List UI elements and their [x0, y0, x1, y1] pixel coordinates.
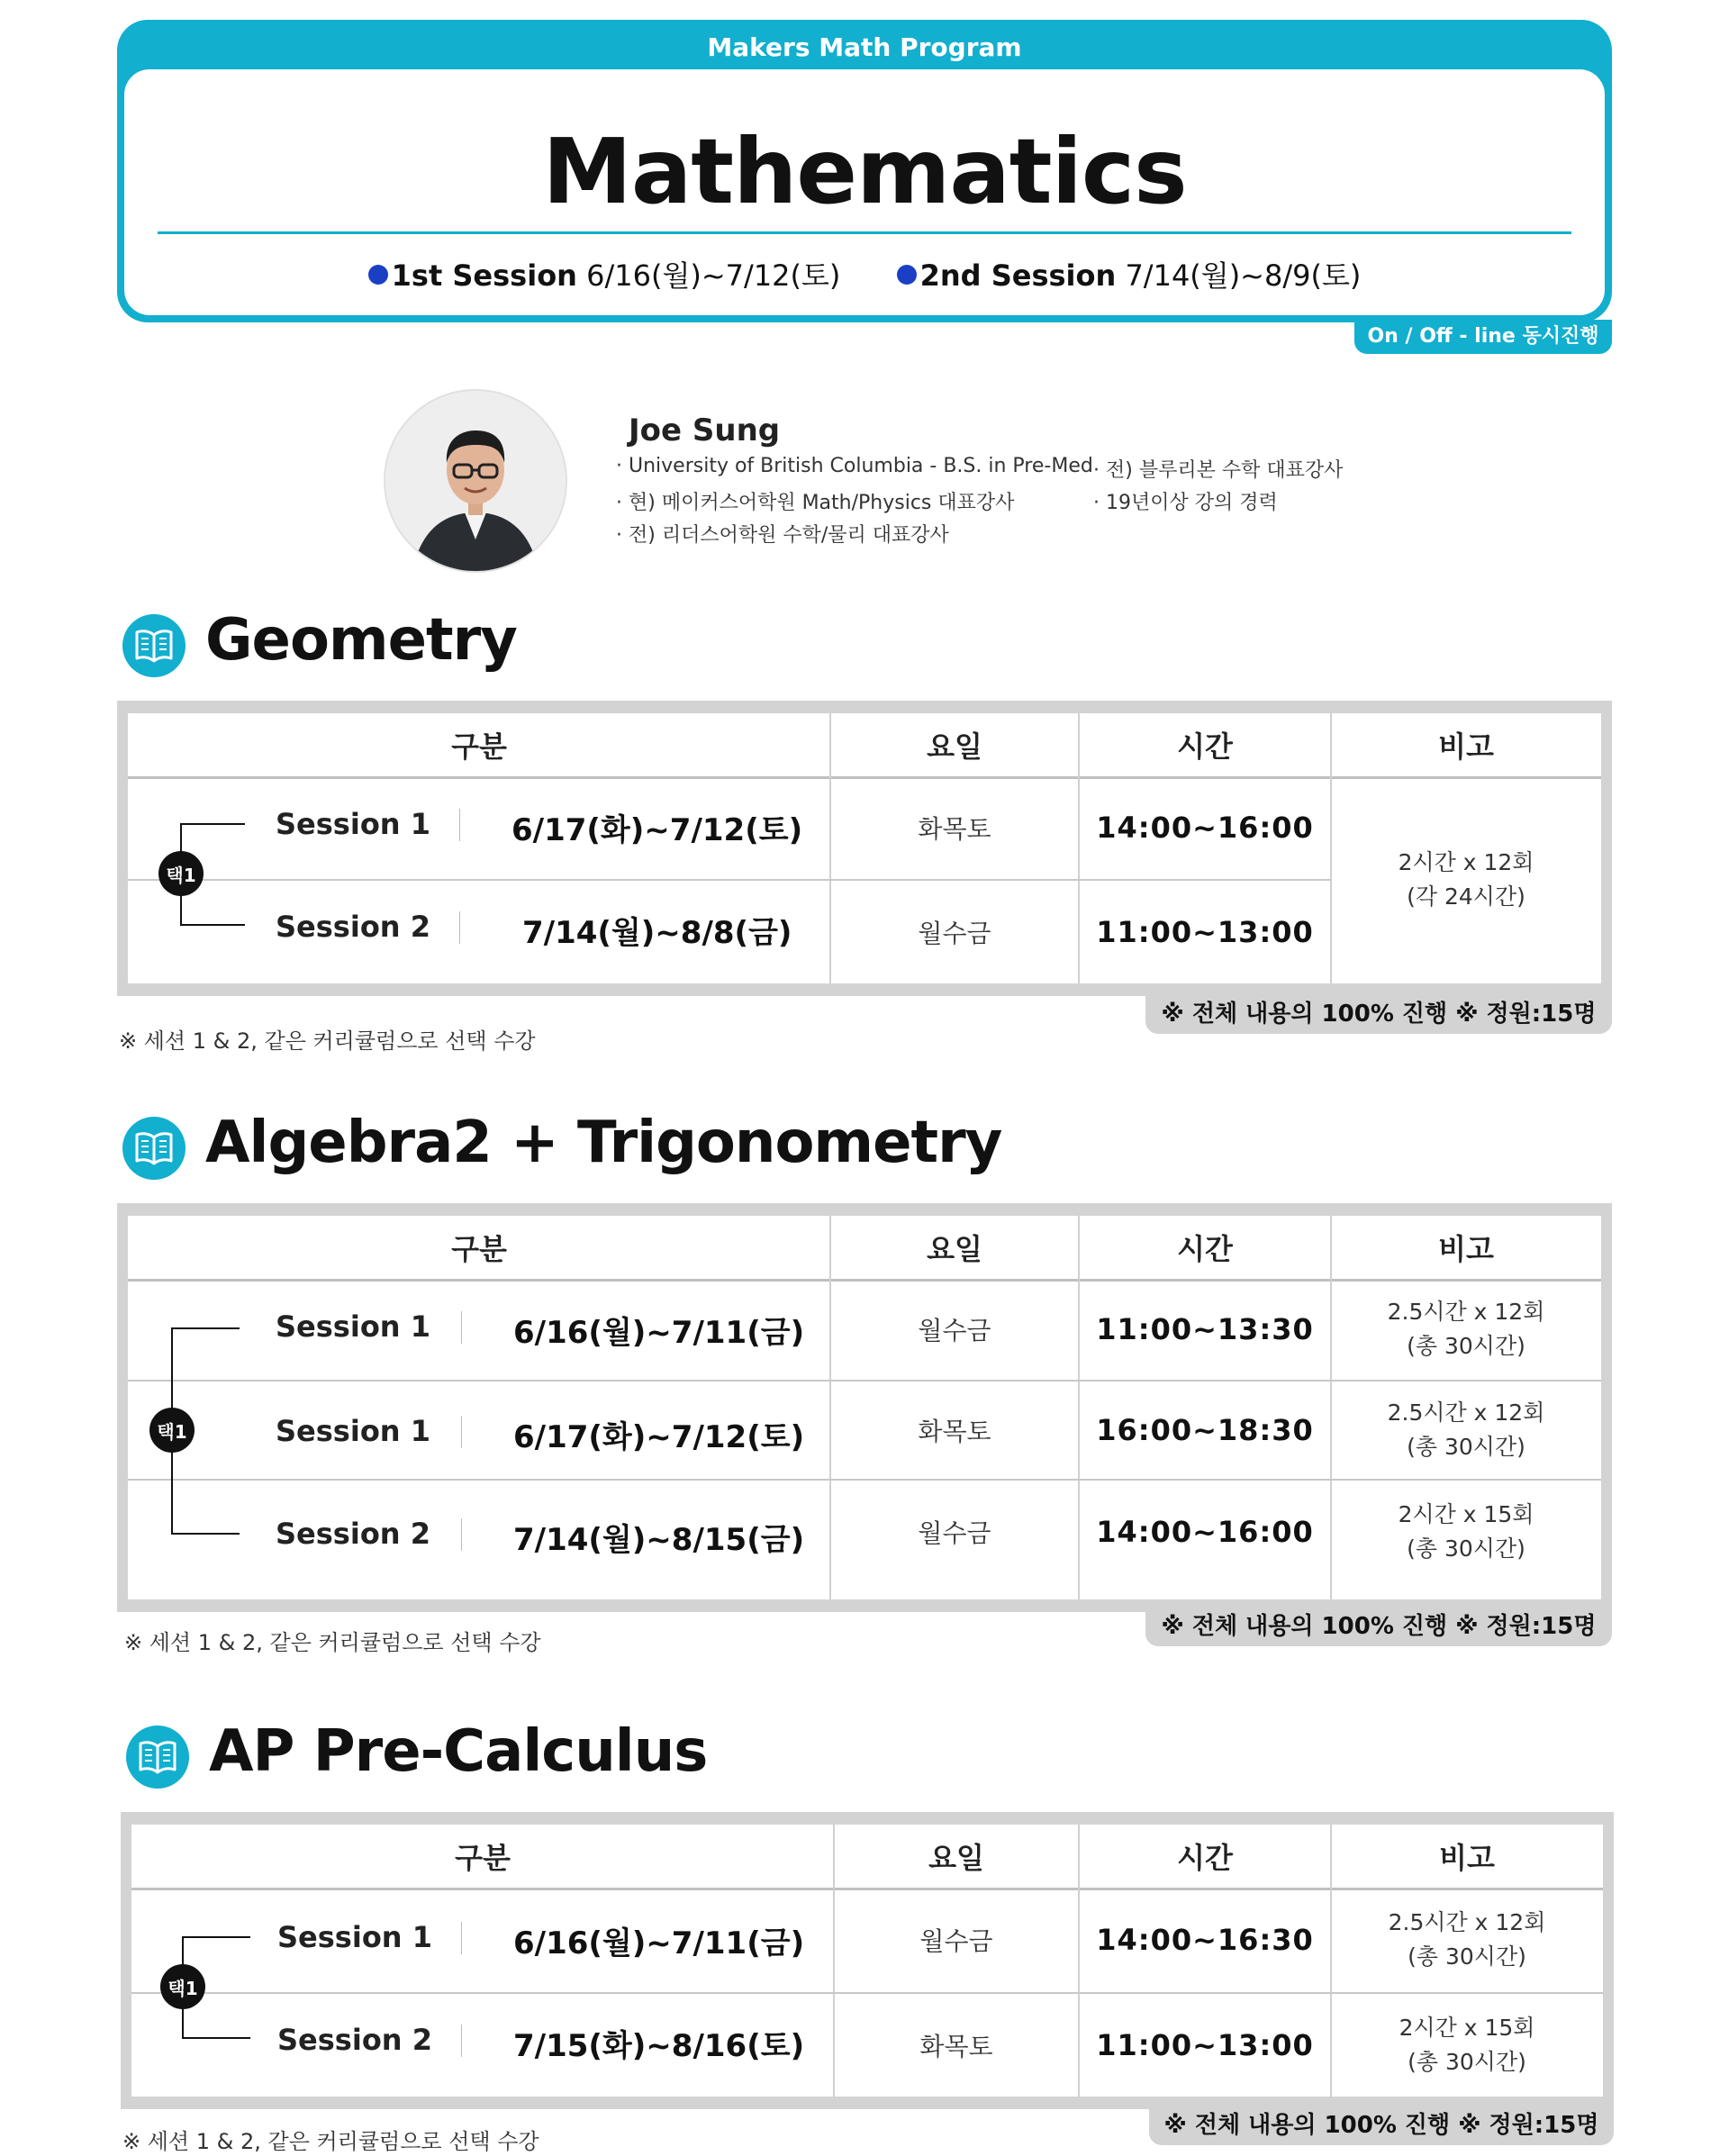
class-time: 14:00~16:30: [1096, 1923, 1314, 1957]
session-dates: 7/14(월)~8/8(금): [522, 915, 792, 951]
course-title: Algebra2 + Trigonometry: [205, 1110, 1002, 1176]
session-1-dates: 6/16(월)~7/12(토): [586, 258, 841, 293]
note-line: 2.5시간 x 12회: [1387, 1400, 1545, 1426]
choose-one-badge: 택1: [149, 1408, 195, 1453]
capacity-summary: ※ 전체 내용의 100% 진행 ※ 정원:15명: [1145, 996, 1612, 1034]
note-line: 2.5시간 x 12회: [1388, 1909, 1546, 1935]
choose-one-badge: 택1: [160, 1964, 205, 2009]
note-line: (각 24시간): [1407, 883, 1525, 910]
course-table-frame: [117, 701, 1612, 996]
note-line: 2시간 x 15회: [1398, 1501, 1534, 1527]
footnote: ※ 세션 1 & 2, 같은 커리큘럼으로 선택 수강: [119, 1028, 536, 1054]
title-divider: [158, 231, 1571, 234]
session-name: Session 1: [277, 1920, 432, 1954]
class-time: 11:00~13:00: [1096, 915, 1314, 949]
choose-bracket: [182, 2037, 250, 2039]
session-name: Session 2: [276, 1517, 430, 1551]
note-line: (총 30시간): [1407, 1535, 1525, 1562]
session-dates: 6/17(화)~7/12(토): [511, 812, 803, 848]
session-dates: 7/15(화)~8/16(토): [513, 2028, 805, 2064]
course-table: [128, 1216, 1601, 1599]
class-days: 월수금: [919, 1926, 993, 1956]
note-line: (총 30시간): [1407, 1333, 1525, 1359]
session-name: Session 1: [276, 1414, 430, 1448]
col-header-day: 요일: [928, 1841, 984, 1875]
session-note: [1331, 1381, 1601, 1479]
session-separator: [461, 1311, 462, 1344]
course-table-frame: [121, 1812, 1614, 2109]
session-note: [1331, 1481, 1601, 1583]
choose-bracket: [180, 823, 245, 825]
note-line: (총 30시간): [1407, 1434, 1525, 1460]
session-dates: 6/16(월)~7/11(금): [513, 1925, 805, 1961]
class-time: 14:00~16:00: [1096, 811, 1314, 845]
class-time: 11:00~13:00: [1096, 2028, 1314, 2062]
choose-bracket: [171, 1327, 240, 1329]
capacity-summary: ※ 전체 내용의 100% 진행 ※ 정원:15명: [1145, 1608, 1612, 1646]
instructor-credential: · University of British Columbia - B.S. in Pre-Med: [616, 455, 1093, 477]
session-1-summary: [368, 253, 841, 294]
header-banner: [117, 20, 1612, 322]
choose-bracket: [171, 1533, 240, 1535]
note-line: 2시간 x 15회: [1399, 2015, 1535, 2041]
instructor-credential: · 전) 리더스어학원 수학/물리 대표강사: [616, 524, 949, 547]
instructor-photo: [384, 389, 567, 573]
session-2-dates: 7/14(월)~8/9(토): [1125, 258, 1362, 293]
session-separator: [459, 911, 460, 944]
session-separator: [461, 1518, 462, 1551]
session-separator: [461, 1922, 462, 1954]
session-note: [1331, 1888, 1603, 1992]
session-name: Session 2: [276, 910, 430, 944]
open-book-icon: [126, 1726, 189, 1789]
session-dates: 7/14(월)~8/15(금): [513, 1522, 805, 1558]
program-label: Makers Math Program: [707, 32, 1022, 62]
choose-bracket: [180, 924, 245, 926]
col-header-time: 시간: [1177, 1232, 1233, 1266]
col-header-day: 요일: [927, 1232, 982, 1266]
session-note: [1331, 776, 1601, 983]
class-days: 월수금: [918, 1316, 991, 1345]
col-header-note: 비고: [1438, 729, 1494, 764]
course-title: AP Pre-Calculus: [209, 1718, 708, 1785]
note-line: (총 30시간): [1408, 2049, 1526, 2075]
session-2-summary: [897, 253, 1362, 294]
course-table: [131, 1825, 1603, 2097]
class-days: 화목토: [919, 2032, 993, 2061]
instructor-portrait-icon: [385, 391, 566, 571]
mode-tag: On / Off - line 동시진행: [1354, 320, 1612, 354]
col-header-category: 구분: [451, 1232, 507, 1266]
page-title: Mathematics: [542, 119, 1187, 224]
open-book-icon: [122, 1117, 186, 1180]
note-line: (총 30시간): [1408, 1943, 1526, 1970]
course-title: Geometry: [205, 607, 517, 674]
col-header-time: 시간: [1177, 729, 1233, 764]
class-days: 화목토: [918, 814, 991, 844]
footnote: ※ 세션 1 & 2, 같은 커리큘럼으로 선택 수강: [124, 1630, 541, 1655]
capacity-summary: ※ 전체 내용의 100% 진행 ※ 정원:15명: [1149, 2107, 1614, 2145]
session-note: [1331, 1279, 1601, 1380]
session-dot-icon: [897, 265, 917, 285]
col-header-note: 비고: [1438, 1232, 1494, 1266]
instructor-credential: · 전) 블루리본 수학 대표강사: [1093, 459, 1344, 482]
class-days: 화목토: [918, 1417, 991, 1446]
session-dot-icon: [368, 265, 388, 285]
col-header-time: 시간: [1177, 1841, 1233, 1875]
course-table: [128, 713, 1601, 983]
open-book-icon: [122, 614, 186, 677]
class-days: 월수금: [918, 1518, 991, 1548]
choose-bracket: [182, 1936, 250, 1938]
class-time: 14:00~16:00: [1096, 1515, 1314, 1549]
session-summary: [124, 253, 1605, 294]
instructor-credential: · 19년이상 강의 경력: [1093, 492, 1278, 514]
session-separator: [459, 809, 460, 841]
note-line: 2시간 x 12회: [1398, 849, 1534, 875]
session-1-label: 1st Session: [391, 258, 577, 293]
session-note: [1331, 1994, 1603, 2097]
footnote: ※ 세션 1 & 2, 같은 커리큘럼으로 선택 수강: [122, 2129, 539, 2154]
col-header-category: 구분: [455, 1841, 511, 1875]
col-header-note: 비고: [1439, 1841, 1495, 1875]
session-name: Session 1: [276, 807, 430, 841]
note-line: 2.5시간 x 12회: [1387, 1299, 1545, 1325]
instructor-credential: · 현) 메이커스어학원 Math/Physics 대표강사: [616, 492, 1015, 514]
choose-one-badge: 택1: [158, 851, 204, 896]
session-dates: 6/17(화)~7/12(토): [513, 1419, 805, 1455]
instructor-name: Joe Sung: [629, 412, 781, 448]
session-separator: [461, 1416, 462, 1448]
session-name: Session 2: [277, 2023, 432, 2057]
session-name: Session 1: [276, 1309, 430, 1344]
class-time: 16:00~18:30: [1096, 1413, 1314, 1447]
class-days: 월수금: [918, 919, 991, 948]
class-time: 11:00~13:30: [1096, 1312, 1314, 1346]
banner-inner-card: [124, 69, 1605, 315]
col-header-category: 구분: [451, 729, 507, 764]
col-header-day: 요일: [927, 729, 982, 764]
session-dates: 6/16(월)~7/11(금): [513, 1315, 805, 1351]
session-separator: [461, 2025, 462, 2057]
course-table-frame: [117, 1203, 1612, 1612]
session-2-label: 2nd Session: [919, 258, 1117, 293]
